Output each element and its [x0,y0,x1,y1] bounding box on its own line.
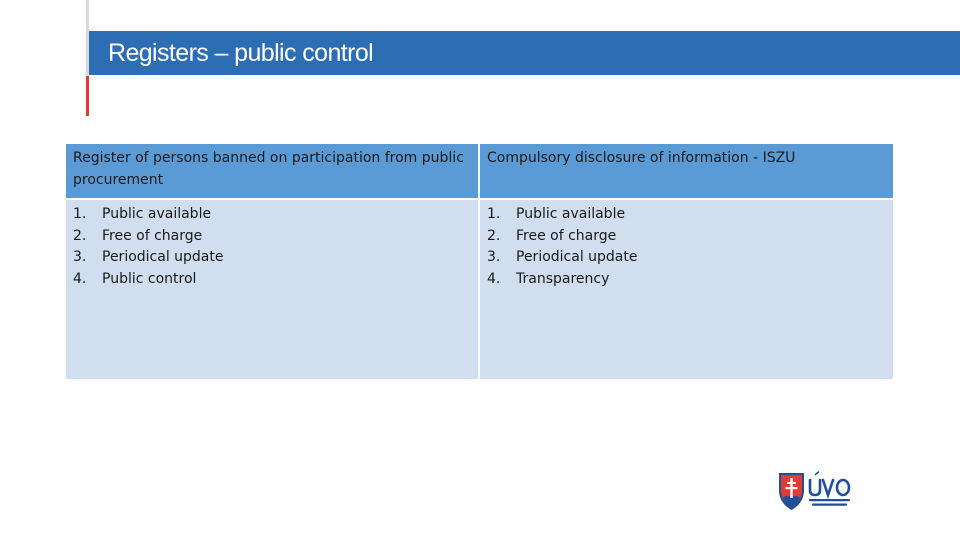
list-text: Free of charge [516,227,617,244]
list-number: 1. [73,206,87,222]
table-header-banned-persons-register: Register of persons banned on participation from public procurement [66,144,478,198]
numbered-list [73,204,471,290]
list-number: 4. [487,270,501,287]
list-item [73,247,471,269]
list-text: Public available [516,206,626,222]
slide-title: Registers – public control [108,39,374,67]
table-header-iszu-disclosure: Compulsory disclosure of information - ISZU [480,144,893,198]
list-item [487,204,886,226]
list-item [73,204,471,226]
registers-table [66,144,893,379]
list-number: 2. [487,227,501,244]
list-text: Public available [102,206,212,222]
list-text: Transparency [516,270,610,287]
table-cell-iszu-list [480,200,893,379]
list-text: Periodical update [516,249,638,265]
list-number: 1. [487,206,501,222]
list-item [487,226,886,248]
list-item [73,226,471,248]
list-text: Free of charge [102,227,203,244]
left-accent-rule-red [86,76,89,116]
list-number: 4. [73,270,87,287]
list-text: Periodical update [102,249,224,265]
list-item [73,269,471,291]
uvo-logo [777,470,853,512]
list-item [487,269,886,291]
list-number: 3. [73,249,87,265]
list-text: Public control [102,270,197,287]
list-number: 3. [487,249,501,265]
list-number: 2. [73,227,87,244]
list-item [487,247,886,269]
table-cell-banned-persons-list [66,200,478,379]
numbered-list [487,204,886,290]
